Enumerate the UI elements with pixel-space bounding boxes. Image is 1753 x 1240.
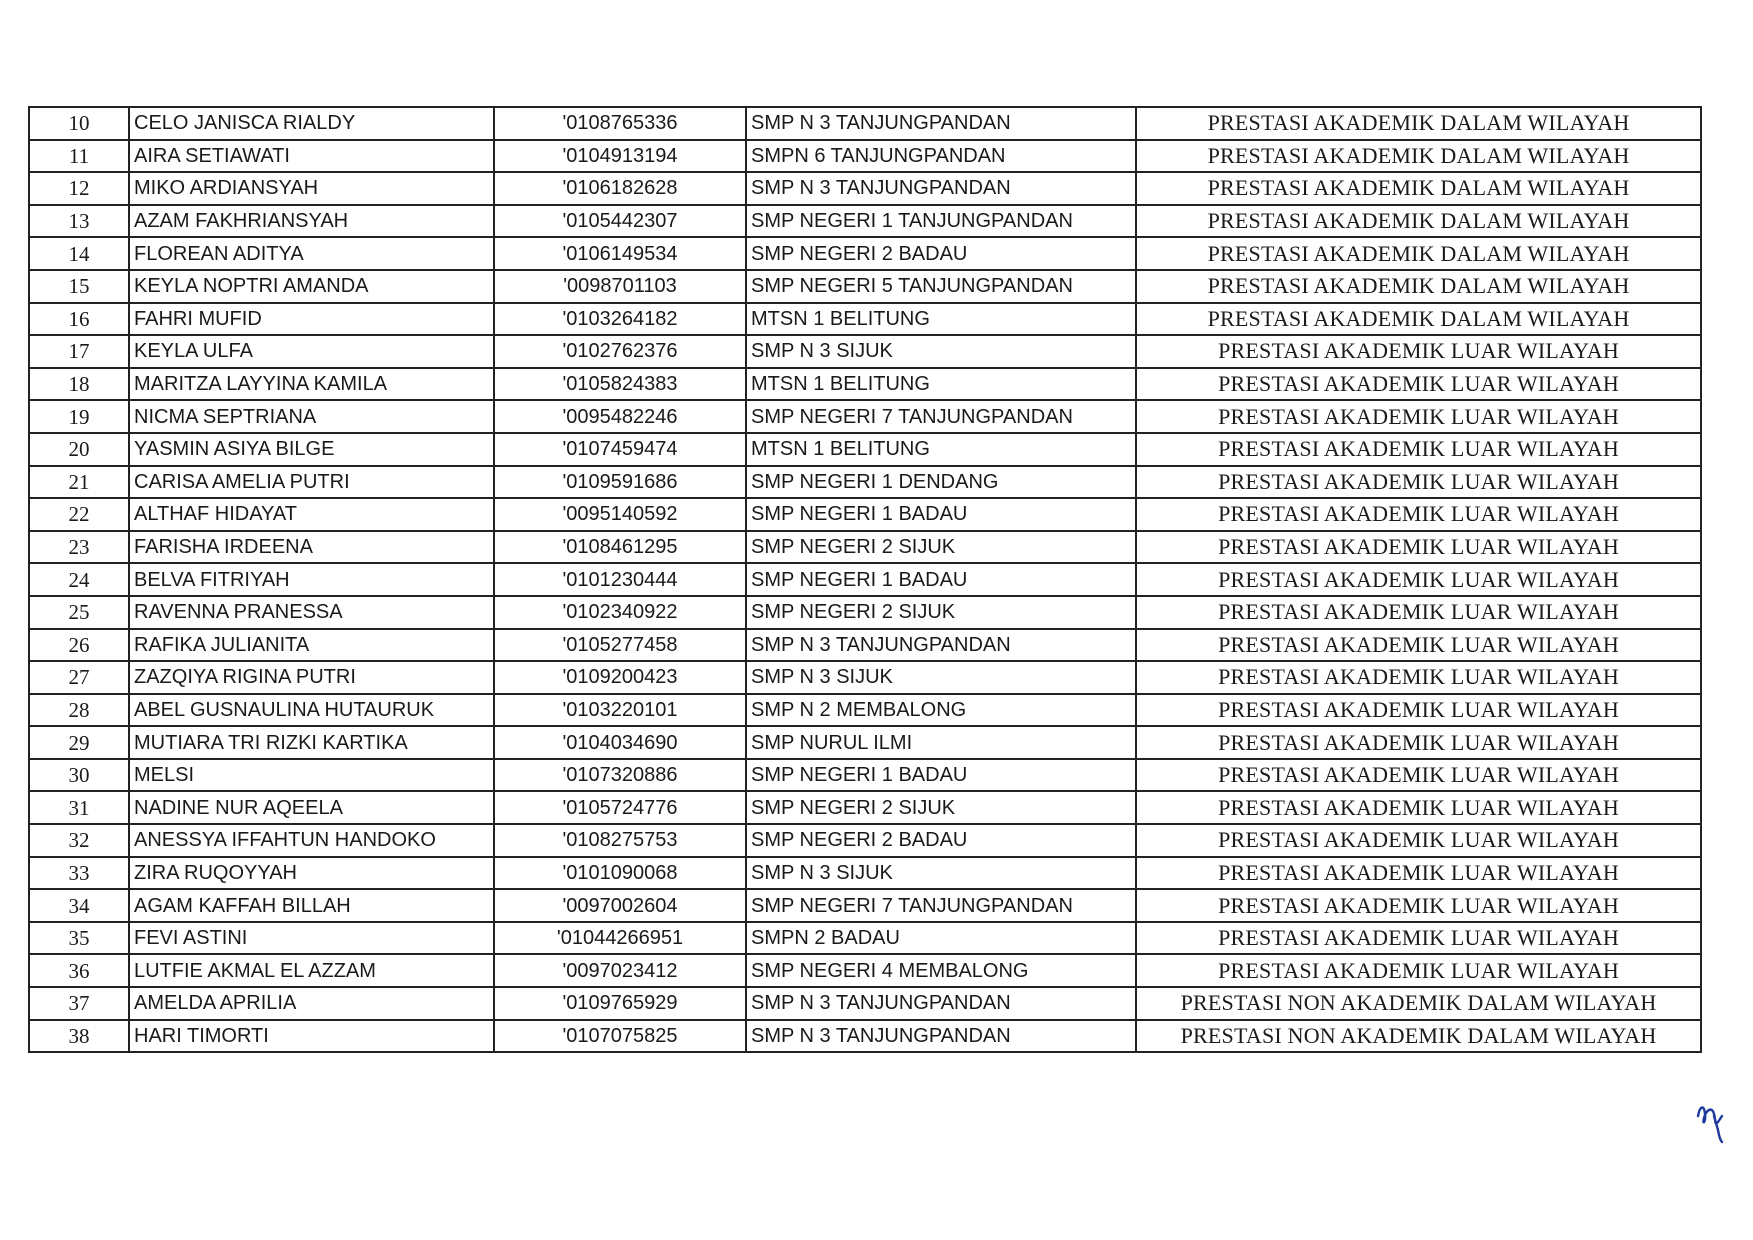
student-name-cell: FAHRI MUFID <box>129 303 494 336</box>
student-name-cell: MELSI <box>129 759 494 792</box>
origin-school-cell: MTSN 1 BELITUNG <box>746 368 1136 401</box>
admission-path-cell: PRESTASI AKADEMIK LUAR WILAYAH <box>1136 661 1701 694</box>
admission-path-cell: PRESTASI AKADEMIK DALAM WILAYAH <box>1136 205 1701 238</box>
student-name-cell: FEVI ASTINI <box>129 922 494 955</box>
table-row <box>29 726 1701 759</box>
admission-path-cell: PRESTASI AKADEMIK LUAR WILAYAH <box>1136 759 1701 792</box>
nisn-cell: '0105824383 <box>494 368 746 401</box>
origin-school-cell: SMP N 3 SIJUK <box>746 335 1136 368</box>
origin-school-cell: SMP NEGERI 2 SIJUK <box>746 596 1136 629</box>
row-number-cell: 24 <box>29 563 129 596</box>
row-number-cell: 28 <box>29 694 129 727</box>
origin-school-cell: SMP N 3 TANJUNGPANDAN <box>746 987 1136 1020</box>
origin-school-cell: SMP N 3 TANJUNGPANDAN <box>746 107 1136 140</box>
student-name-cell: BELVA FITRIYAH <box>129 563 494 596</box>
row-number-cell: 12 <box>29 172 129 205</box>
admission-path-cell: PRESTASI AKADEMIK LUAR WILAYAH <box>1136 824 1701 857</box>
admission-path-cell: PRESTASI AKADEMIK LUAR WILAYAH <box>1136 954 1701 987</box>
nisn-cell: '0107459474 <box>494 433 746 466</box>
admission-path-cell: PRESTASI AKADEMIK LUAR WILAYAH <box>1136 889 1701 922</box>
student-name-cell: AIRA SETIAWATI <box>129 140 494 173</box>
origin-school-cell: SMP N 2 MEMBALONG <box>746 694 1136 727</box>
row-number-cell: 29 <box>29 726 129 759</box>
nisn-cell: '0102340922 <box>494 596 746 629</box>
nisn-cell: '0106182628 <box>494 172 746 205</box>
nisn-cell: '01044266951 <box>494 922 746 955</box>
row-number-cell: 31 <box>29 791 129 824</box>
origin-school-cell: SMP NEGERI 2 BADAU <box>746 237 1136 270</box>
table-row <box>29 368 1701 401</box>
admission-path-cell: PRESTASI AKADEMIK LUAR WILAYAH <box>1136 498 1701 531</box>
row-number-cell: 15 <box>29 270 129 303</box>
table-row <box>29 954 1701 987</box>
table-row <box>29 498 1701 531</box>
nisn-cell: '0097023412 <box>494 954 746 987</box>
table-row <box>29 205 1701 238</box>
origin-school-cell: SMP NEGERI 2 SIJUK <box>746 531 1136 564</box>
student-name-cell: AMELDA APRILIA <box>129 987 494 1020</box>
participant-table <box>28 106 1702 1053</box>
table-row <box>29 270 1701 303</box>
nisn-cell: '0104034690 <box>494 726 746 759</box>
admission-path-cell: PRESTASI AKADEMIK LUAR WILAYAH <box>1136 335 1701 368</box>
table-row <box>29 661 1701 694</box>
nisn-cell: '0101230444 <box>494 563 746 596</box>
nisn-cell: '0095140592 <box>494 498 746 531</box>
table-row <box>29 335 1701 368</box>
student-name-cell: MIKO ARDIANSYAH <box>129 172 494 205</box>
table-row <box>29 922 1701 955</box>
row-number-cell: 22 <box>29 498 129 531</box>
nisn-cell: '0105277458 <box>494 629 746 662</box>
admission-path-cell: PRESTASI AKADEMIK DALAM WILAYAH <box>1136 270 1701 303</box>
participant-table-body <box>29 107 1701 1052</box>
table-row <box>29 563 1701 596</box>
student-name-cell: ZIRA RUQOYYAH <box>129 857 494 890</box>
row-number-cell: 11 <box>29 140 129 173</box>
student-name-cell: FLOREAN ADITYA <box>129 237 494 270</box>
row-number-cell: 18 <box>29 368 129 401</box>
table-row <box>29 596 1701 629</box>
student-name-cell: NADINE NUR AQEELA <box>129 791 494 824</box>
admission-path-cell: PRESTASI AKADEMIK LUAR WILAYAH <box>1136 433 1701 466</box>
student-name-cell: ANESSYA IFFAHTUN HANDOKO <box>129 824 494 857</box>
nisn-cell: '0109200423 <box>494 661 746 694</box>
nisn-cell: '0097002604 <box>494 889 746 922</box>
nisn-cell: '0107320886 <box>494 759 746 792</box>
student-name-cell: CELO JANISCA RIALDY <box>129 107 494 140</box>
origin-school-cell: SMP NEGERI 1 BADAU <box>746 498 1136 531</box>
student-name-cell: FARISHA IRDEENA <box>129 531 494 564</box>
origin-school-cell: SMP NEGERI 1 DENDANG <box>746 466 1136 499</box>
student-name-cell: LUTFIE AKMAL EL AZZAM <box>129 954 494 987</box>
row-number-cell: 32 <box>29 824 129 857</box>
admission-path-cell: PRESTASI AKADEMIK DALAM WILAYAH <box>1136 172 1701 205</box>
admission-path-cell: PRESTASI AKADEMIK DALAM WILAYAH <box>1136 303 1701 336</box>
row-number-cell: 30 <box>29 759 129 792</box>
row-number-cell: 25 <box>29 596 129 629</box>
table-row <box>29 694 1701 727</box>
origin-school-cell: SMP NEGERI 1 BADAU <box>746 563 1136 596</box>
nisn-cell: '0109765929 <box>494 987 746 1020</box>
table-row <box>29 629 1701 662</box>
admission-path-cell: PRESTASI AKADEMIK LUAR WILAYAH <box>1136 726 1701 759</box>
table-row <box>29 237 1701 270</box>
row-number-cell: 37 <box>29 987 129 1020</box>
origin-school-cell: SMP N 3 TANJUNGPANDAN <box>746 629 1136 662</box>
nisn-cell: '0103220101 <box>494 694 746 727</box>
table-row <box>29 857 1701 890</box>
admission-path-cell: PRESTASI AKADEMIK LUAR WILAYAH <box>1136 922 1701 955</box>
row-number-cell: 23 <box>29 531 129 564</box>
table-row <box>29 400 1701 433</box>
row-number-cell: 17 <box>29 335 129 368</box>
row-number-cell: 27 <box>29 661 129 694</box>
student-name-cell: ZAZQIYA RIGINA PUTRI <box>129 661 494 694</box>
student-name-cell: MARITZA LAYYINA KAMILA <box>129 368 494 401</box>
row-number-cell: 34 <box>29 889 129 922</box>
origin-school-cell: SMP N 3 SIJUK <box>746 661 1136 694</box>
admission-path-cell: PRESTASI AKADEMIK LUAR WILAYAH <box>1136 694 1701 727</box>
table-row <box>29 824 1701 857</box>
student-name-cell: KEYLA NOPTRI AMANDA <box>129 270 494 303</box>
row-number-cell: 16 <box>29 303 129 336</box>
student-name-cell: YASMIN ASIYA BILGE <box>129 433 494 466</box>
student-name-cell: AGAM KAFFAH BILLAH <box>129 889 494 922</box>
student-name-cell: KEYLA ULFA <box>129 335 494 368</box>
origin-school-cell: SMP NEGERI 2 BADAU <box>746 824 1136 857</box>
row-number-cell: 36 <box>29 954 129 987</box>
row-number-cell: 33 <box>29 857 129 890</box>
table-row <box>29 987 1701 1020</box>
student-name-cell: ABEL GUSNAULINA HUTAURUK <box>129 694 494 727</box>
nisn-cell: '0105724776 <box>494 791 746 824</box>
nisn-cell: '0105442307 <box>494 205 746 238</box>
table-row <box>29 172 1701 205</box>
admission-path-cell: PRESTASI AKADEMIK DALAM WILAYAH <box>1136 237 1701 270</box>
nisn-cell: '0108275753 <box>494 824 746 857</box>
admission-path-cell: PRESTASI AKADEMIK LUAR WILAYAH <box>1136 629 1701 662</box>
row-number-cell: 13 <box>29 205 129 238</box>
table-row <box>29 791 1701 824</box>
origin-school-cell: SMP NEGERI 7 TANJUNGPANDAN <box>746 889 1136 922</box>
origin-school-cell: MTSN 1 BELITUNG <box>746 303 1136 336</box>
admission-path-cell: PRESTASI AKADEMIK LUAR WILAYAH <box>1136 563 1701 596</box>
admission-path-cell: PRESTASI AKADEMIK LUAR WILAYAH <box>1136 857 1701 890</box>
row-number-cell: 35 <box>29 922 129 955</box>
origin-school-cell: SMP NEGERI 2 SIJUK <box>746 791 1136 824</box>
student-name-cell: RAVENNA PRANESSA <box>129 596 494 629</box>
student-name-cell: NICMA SEPTRIANA <box>129 400 494 433</box>
nisn-cell: '0108461295 <box>494 531 746 564</box>
admission-path-cell: PRESTASI AKADEMIK LUAR WILAYAH <box>1136 791 1701 824</box>
nisn-cell: '0104913194 <box>494 140 746 173</box>
table-row <box>29 759 1701 792</box>
nisn-cell: '0101090068 <box>494 857 746 890</box>
student-name-cell: AZAM FAKHRIANSYAH <box>129 205 494 238</box>
row-number-cell: 20 <box>29 433 129 466</box>
admission-path-cell: PRESTASI NON AKADEMIK DALAM WILAYAH <box>1136 1020 1701 1053</box>
admission-path-cell: PRESTASI AKADEMIK LUAR WILAYAH <box>1136 596 1701 629</box>
nisn-cell: '0106149534 <box>494 237 746 270</box>
admission-path-cell: PRESTASI AKADEMIK LUAR WILAYAH <box>1136 368 1701 401</box>
student-name-cell: HARI TIMORTI <box>129 1020 494 1053</box>
origin-school-cell: SMP N 3 SIJUK <box>746 857 1136 890</box>
student-name-cell: CARISA AMELIA PUTRI <box>129 466 494 499</box>
origin-school-cell: MTSN 1 BELITUNG <box>746 433 1136 466</box>
admission-path-cell: PRESTASI AKADEMIK LUAR WILAYAH <box>1136 400 1701 433</box>
table-row <box>29 107 1701 140</box>
row-number-cell: 38 <box>29 1020 129 1053</box>
table-row <box>29 1020 1701 1053</box>
student-name-cell: RAFIKA JULIANITA <box>129 629 494 662</box>
row-number-cell: 19 <box>29 400 129 433</box>
nisn-cell: '0095482246 <box>494 400 746 433</box>
row-number-cell: 10 <box>29 107 129 140</box>
row-number-cell: 21 <box>29 466 129 499</box>
nisn-cell: '0098701103 <box>494 270 746 303</box>
origin-school-cell: SMP NEGERI 7 TANJUNGPANDAN <box>746 400 1136 433</box>
table-row <box>29 531 1701 564</box>
student-name-cell: MUTIARA TRI RIZKI KARTIKA <box>129 726 494 759</box>
origin-school-cell: SMP N 3 TANJUNGPANDAN <box>746 172 1136 205</box>
origin-school-cell: SMPN 6 TANJUNGPANDAN <box>746 140 1136 173</box>
row-number-cell: 26 <box>29 629 129 662</box>
nisn-cell: '0102762376 <box>494 335 746 368</box>
origin-school-cell: SMP N 3 TANJUNGPANDAN <box>746 1020 1136 1053</box>
admission-path-cell: PRESTASI AKADEMIK LUAR WILAYAH <box>1136 531 1701 564</box>
origin-school-cell: SMP NEGERI 5 TANJUNGPANDAN <box>746 270 1136 303</box>
origin-school-cell: SMP NURUL ILMI <box>746 726 1136 759</box>
origin-school-cell: SMP NEGERI 1 BADAU <box>746 759 1136 792</box>
table-row <box>29 889 1701 922</box>
admission-path-cell: PRESTASI NON AKADEMIK DALAM WILAYAH <box>1136 987 1701 1020</box>
handwritten-initial-signature <box>1692 1096 1728 1144</box>
origin-school-cell: SMP NEGERI 4 MEMBALONG <box>746 954 1136 987</box>
table-row <box>29 433 1701 466</box>
table-row <box>29 303 1701 336</box>
table-row <box>29 140 1701 173</box>
nisn-cell: '0108765336 <box>494 107 746 140</box>
admission-path-cell: PRESTASI AKADEMIK LUAR WILAYAH <box>1136 466 1701 499</box>
nisn-cell: '0109591686 <box>494 466 746 499</box>
nisn-cell: '0103264182 <box>494 303 746 336</box>
nisn-cell: '0107075825 <box>494 1020 746 1053</box>
row-number-cell: 14 <box>29 237 129 270</box>
origin-school-cell: SMPN 2 BADAU <box>746 922 1136 955</box>
origin-school-cell: SMP NEGERI 1 TANJUNGPANDAN <box>746 205 1136 238</box>
admission-path-cell: PRESTASI AKADEMIK DALAM WILAYAH <box>1136 107 1701 140</box>
student-name-cell: ALTHAF HIDAYAT <box>129 498 494 531</box>
admission-path-cell: PRESTASI AKADEMIK DALAM WILAYAH <box>1136 140 1701 173</box>
table-row <box>29 466 1701 499</box>
